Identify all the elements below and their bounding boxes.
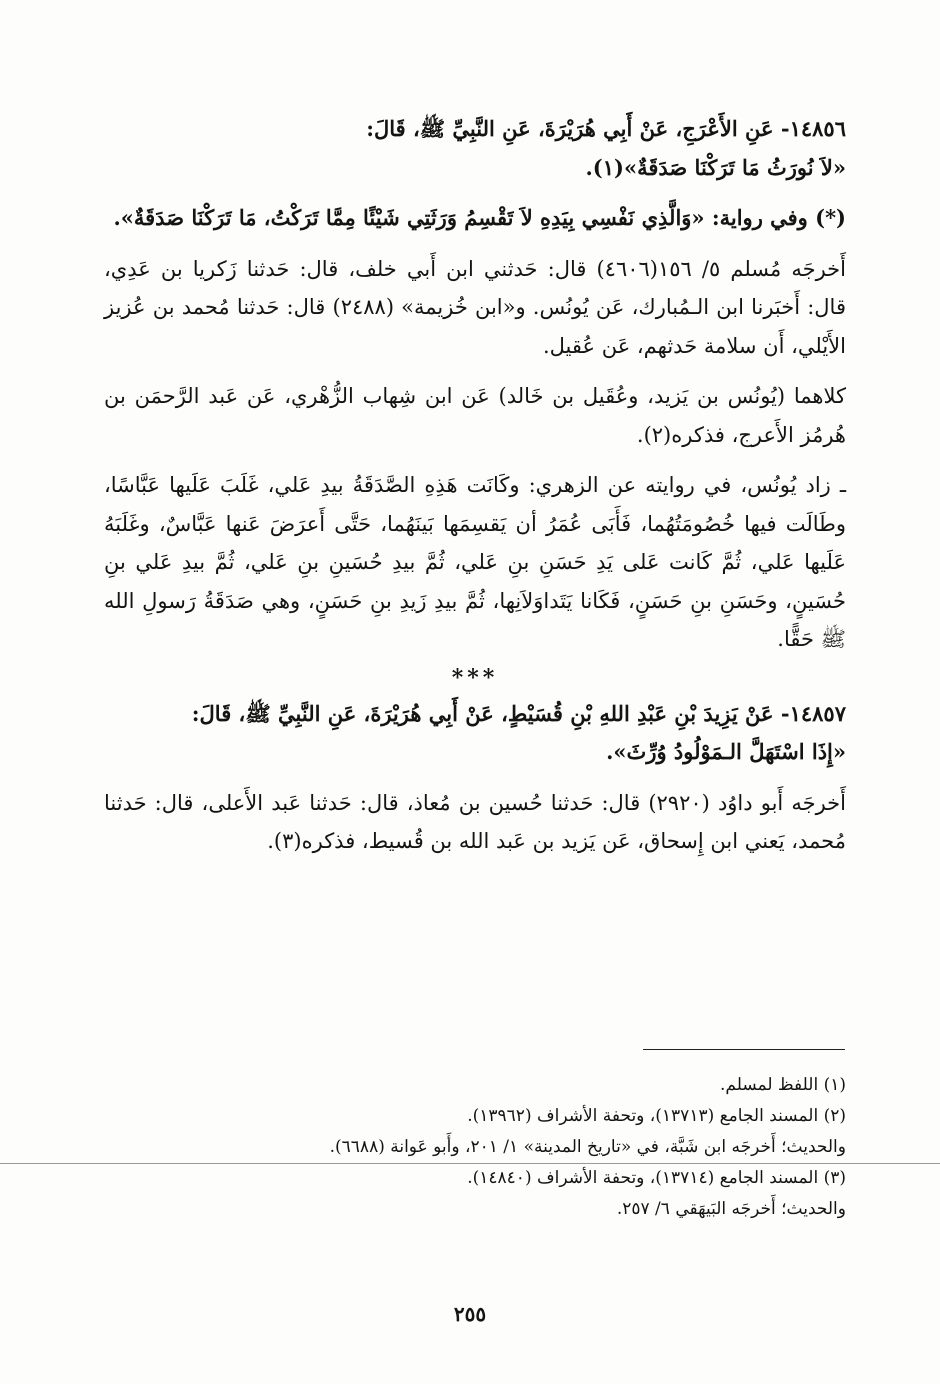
main-text <box>104 110 846 873</box>
footnote-2-extra: والحديث؛ أَخرجَه ابن شَبَّة، في «تاريخ المدينة» ١/ ٢٠١، وأَبو عَوانة (٦٦٨٨). <box>329 1137 846 1157</box>
scan-line <box>0 1163 940 1164</box>
page-number: ٢٥٥ <box>453 1302 487 1326</box>
footnote-2: (٢) المسند الجامع (١٣٧١٣)، وتحفة الأشراف (١٣٩٦٢). <box>467 1106 846 1126</box>
hadith-14856-kilahuma: كلاهما (يُونُس بن يَزيد، وعُقَيل بن خَالد) عَن ابن شِهاب الزُّهْري، عَن عَبد الرَّحمَن بن هُرمُز الأَعرج، فذكره(٢). <box>104 384 846 447</box>
section-separator: *** <box>451 664 499 691</box>
hadith-14857-line1: ١٤٨٥٧- عَنْ يَزِيدَ بْنِ عَبْدِ اللهِ بْنِ قُسَيْطٍ، عَنْ أَبِي هُرَيْرَةَ، عَنِ النَّبِيِّ ﷺ، قَالَ: <box>191 700 846 726</box>
footnote-divider <box>643 1049 845 1050</box>
hadith-14856 <box>104 110 846 187</box>
hadith-14857-matn: «إِذَا اسْتَهَلَّ الـمَوْلُودُ وُرِّثَ». <box>606 739 846 764</box>
hadith-14857-takhrij: أَخرجَه أَبو داوُد (٢٩٢٠) قال: حَدثنا حُسين بن مُعاذ، قال: حَدثنا عَبد الأَعلى، قال: حَدثنا مُحمد، يَعني ابن إِسحاق، عَن يَزيد بن عَبد الله بن قُسيط، فذكره(٣). <box>104 790 846 853</box>
footnote-3: (٣) المسند الجامع (١٣٧١٤)، وتحفة الأشراف (١٤٨٤٠). <box>467 1168 846 1188</box>
hadith-14856-riwaya: (*) وفي رواية: «وَالَّذِي نَفْسِي بِيَدِهِ لاَ تَقْسِمُ وَرَثَتِي شَيْئًا مِمَّا تَرَكْتُ، مَا تَرَكْنَا صَدَقَةٌ». <box>113 205 846 230</box>
hadith-14857 <box>104 695 846 772</box>
footnote-1: (١) اللفظ لمسلم. <box>719 1075 846 1095</box>
hadith-14856-takhrij: أَخرجَه مُسلم ٥/ ١٥٦(٤٦٠٦) قال: حَدثني ابن أَبي خلف، قال: حَدثنا زَكريا بن عَدِي، قال: أَخبَرنا ابن الـمُبارك، عَن يُونُس. و«ابن خُزيمة» (٢٤٨٨) قال: حَدثنا مُحمد بن عُزيز الأَيْلي، أَن سلامة حَدثهم، عَن عُقيل. <box>104 256 846 358</box>
hadith-14856-matn: «لاَ نُورَثُ مَا تَرَكْنَا صَدَقَةٌ»(١). <box>585 154 846 180</box>
footnotes <box>86 1070 846 1225</box>
hadith-14856-line1: ١٤٨٥٦- عَنِ الأَعْرَجِ، عَنْ أَبِي هُرَيْرَةَ، عَنِ النَّبِيِّ ﷺ، قَالَ: <box>366 116 846 141</box>
footnote-3-extra: والحديث؛ أَخرجَه البَيهَقي ٦/ ٢٥٧. <box>616 1199 846 1219</box>
hadith-14856-ziyada: ـ زاد يُونُس، في روايته عن الزهري: وكَانَت هَذِهِ الصَّدَقَةُ بيدِ عَلي، غَلَبَ عَلَيها عَبَّاسًا، وطَالَت فيها خُصُومَتُهُما، فَأَبَى عُمَرُ أن يَقسِمَها بَينَهُما، حَتَّى أَعرَضَ عَنها عَبَّاسٌ، وغَلَبَهُ عَلَيها عَلي، ثُمَّ كَانت عَلى يَدِ حَسَنِ بنِ عَلي، ثُمَّ بيدِ حُسَينِ بنِ عَلي، ثُمَّ بيدِ عَلي بنِ حُسَينٍ، وحَسَنِ بنِ حَسَنٍ، فَكَانا يَتَداوَلاَنِها، ثُمَّ بيدِ زَيدِ بنِ حَسَنٍ، وهي صَدَقَةُ رَسولِ الله ﷺ حَقًّا. <box>104 473 846 651</box>
